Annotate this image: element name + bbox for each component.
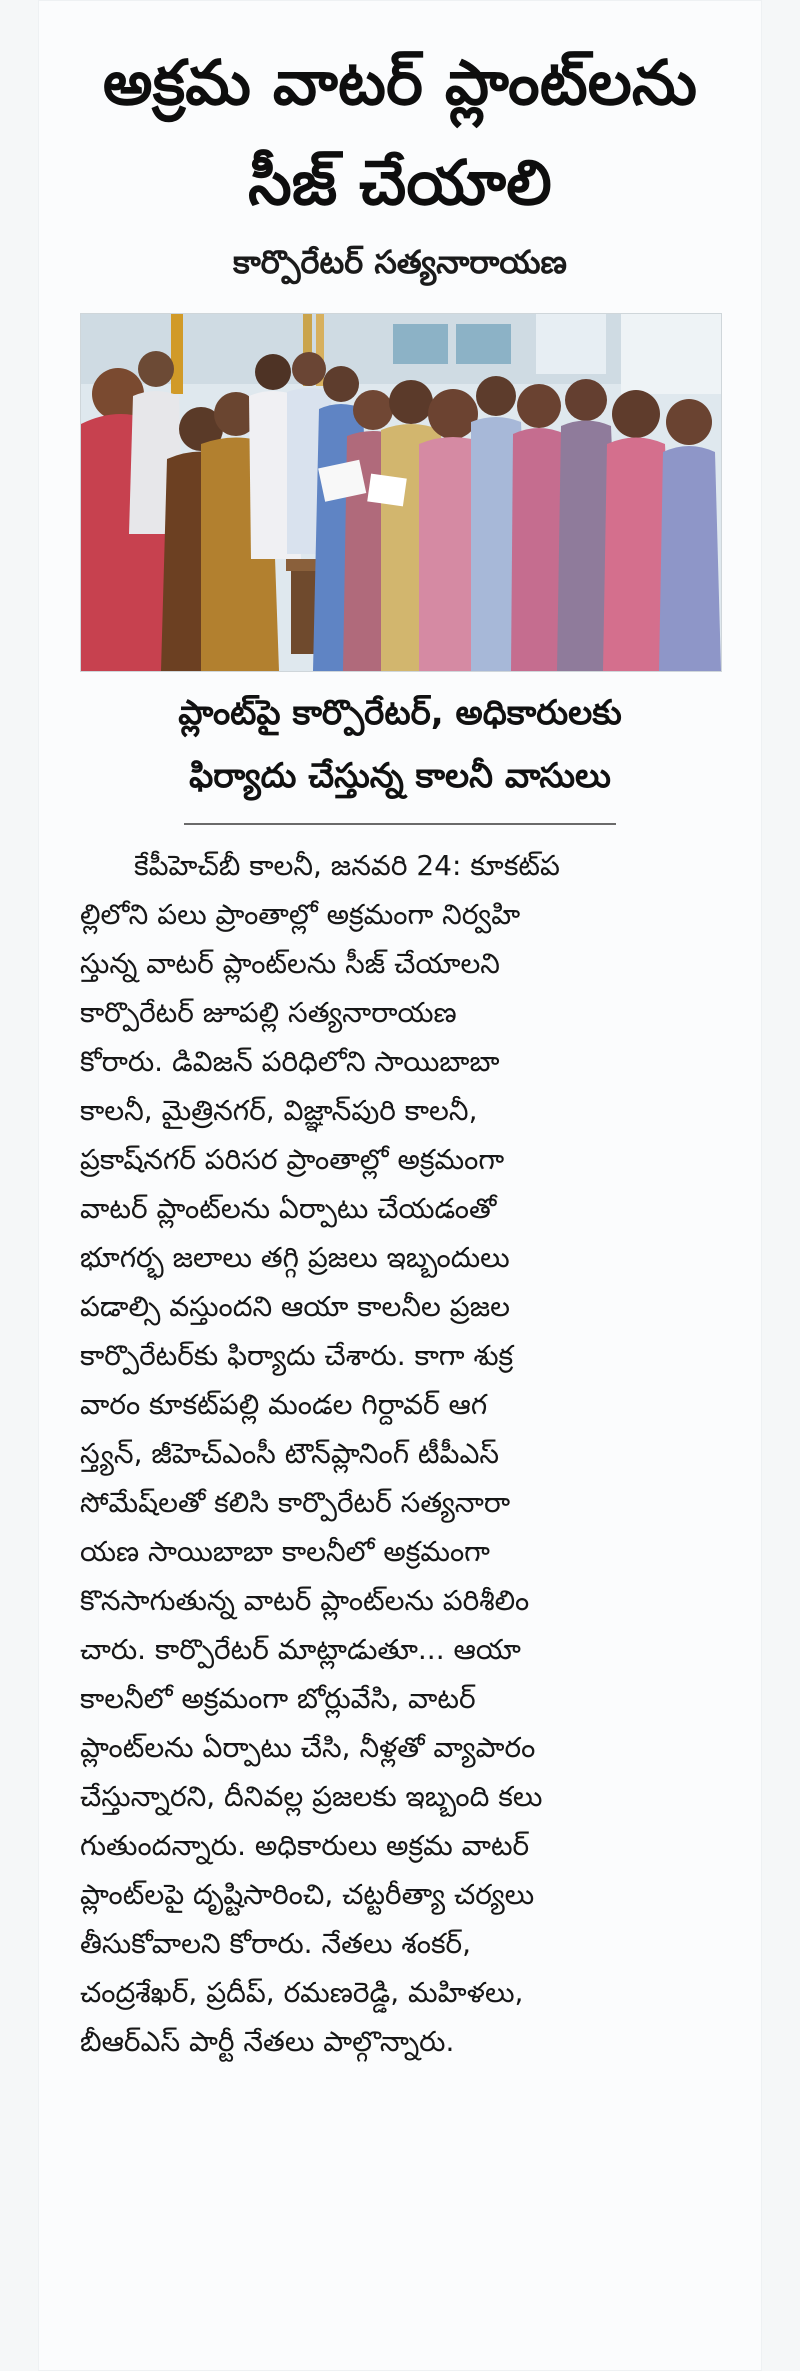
article-container: [38, 0, 762, 2371]
body-line-22: ప్లాంట్‌లపై దృష్టిసారించి, చట్టరీత్యా చర్యలు: [80, 1878, 535, 1911]
photo-caption-line-1: ప్లాంట్‌పై కార్పొరేటర్, అధికారులకు: [178, 693, 622, 733]
body-line-4: [80, 988, 720, 1037]
body-line-7: ప్రకాష్‌నగర్ పరిసర ప్రాంతాల్లో అక్రమంగా: [80, 1143, 505, 1176]
caption-divider: [184, 823, 616, 825]
body-line-9: భూగర్భ జలాలు తగ్గి ప్రజలు ఇబ్బందులు: [80, 1241, 510, 1274]
body-line-23: తీసుకోవాలని కోరారు. నేతలు శంకర్,: [80, 1927, 472, 1960]
body-line-6: కాలనీ, మైత్రినగర్, విజ్ఞాన్‌పురి కాలనీ,: [80, 1094, 478, 1127]
body-line-1: కేపీహెచ్‌బీ కాలనీ, జనవరి 24: కూకట్‌ప: [134, 849, 560, 882]
byline: కార్పొరేటర్ సత్యనారాయణ: [233, 243, 567, 281]
body-line-16: కొనసాగుతున్న వాటర్ ప్లాంట్‌లను పరిశీలిం: [80, 1584, 530, 1617]
article-photo: [80, 313, 722, 672]
body-line-5: కోరారు. డివిజన్ పరిధిలోని సాయిబాబా: [80, 1045, 500, 1078]
photo-caption-line-2: ఫిర్యాదు చేస్తున్న కాలనీ వాసులు: [189, 756, 611, 796]
body-line-18: కాలనీలో అక్రమంగా బోర్లువేసి, వాటర్: [80, 1682, 476, 1715]
group-photo-illustration: [81, 314, 721, 671]
body-line-17: చారు. కార్పొరేటర్ మాట్లాడుతూ... ఆయా: [80, 1633, 521, 1666]
body-line-13: స్త్యన్, జీహెచ్‌ఎంసీ టౌన్‌ప్లానింగ్ టీపీఎస్: [80, 1437, 500, 1470]
body-line-10: పడాల్సి వస్తుందని ఆయా కాలనీల ప్రజల: [80, 1290, 511, 1323]
body-line-21: గుతుందన్నారు. అధికారులు అక్రమ వాటర్: [80, 1829, 530, 1862]
body-line-11: కార్పొరేటర్‌కు ఫిర్యాదు చేశారు. కాగా శుక్ర: [80, 1339, 514, 1372]
body-line-14: సోమేష్‌లతో కలిసి కార్పొరేటర్ సత్యనారా: [80, 1486, 511, 1519]
article-body: [80, 841, 720, 2066]
body-line-12: వారం కూకట్‌పల్లి మండల గిర్దావర్ ఆగ: [80, 1388, 488, 1421]
body-line-19: ప్లాంట్‌లను ఏర్పాటు చేసి, నీళ్లతో వ్యాపారం: [80, 1731, 536, 1764]
body-line-24: చంద్రశేఖర్, ప్రదీప్, రమణరెడ్డి, మహిళలు,: [80, 1976, 524, 2009]
body-line-2: ల్లిలోని పలు ప్రాంతాల్లో అక్రమంగా నిర్వహి: [80, 898, 521, 931]
body-line-4-text: కార్పొరేటర్ జూపల్లి సత్యనారాయణ: [80, 996, 457, 1029]
body-line-8: వాటర్ ప్లాంట్‌లను ఏర్పాటు చేయడంతో: [80, 1192, 497, 1225]
body-line-15: యణ సాయిబాబా కాలనీలో అక్రమంగా: [80, 1535, 490, 1568]
headline-line-1: అక్రమ వాటర్ ప్లాంట్‌లను: [102, 46, 698, 119]
body-line-25: బీఆర్‌ఎస్ పార్టీ నేతలు పాల్గొన్నారు.: [80, 2025, 455, 2058]
headline-line-2: సీజ్ చేయాలి: [248, 146, 552, 219]
body-line-3: స్తున్న వాటర్ ప్లాంట్‌లను సీజ్ చేయాలని: [80, 947, 500, 980]
body-line-20: చేస్తున్నారని, దీనివల్ల ప్రజలకు ఇబ్బంది కలు: [80, 1780, 543, 1813]
